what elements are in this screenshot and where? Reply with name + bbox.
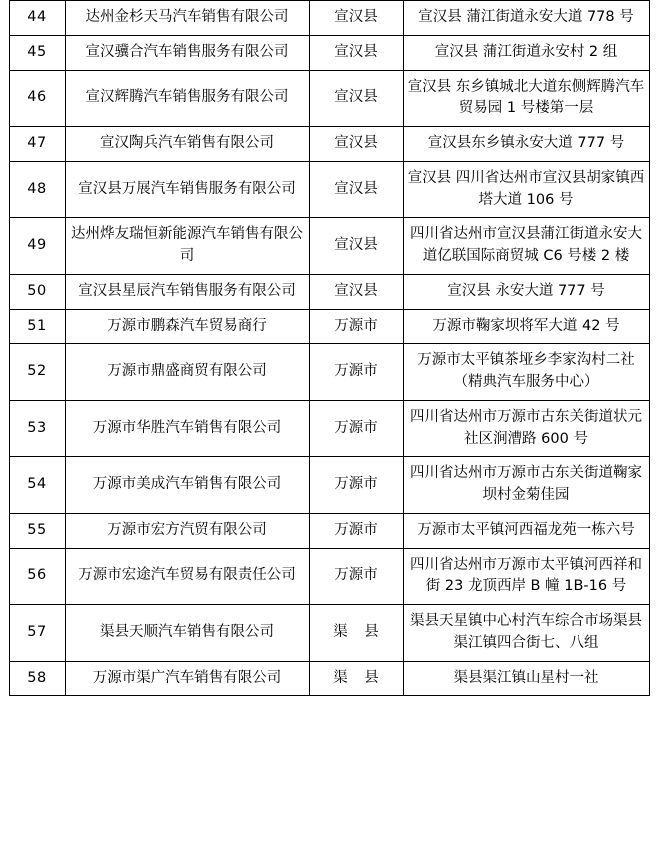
row-index: 45	[9, 35, 65, 70]
row-company-name: 宣汉陶兵汽车销售有限公司	[65, 127, 309, 162]
row-address: 万源市鞠家坝将军大道 42 号	[403, 309, 649, 344]
enterprise-listing-table	[9, 0, 650, 696]
row-address: 万源市太平镇茶垭乡李家沟村二社（精典汽车服务中心）	[403, 344, 649, 401]
row-company-name: 万源市华胜汽车销售有限公司	[65, 400, 309, 457]
row-district: 宣汉县	[309, 35, 403, 70]
row-district: 宣汉县	[309, 70, 403, 127]
row-company-name: 万源市宏方汽贸有限公司	[65, 513, 309, 548]
row-index: 52	[9, 344, 65, 401]
row-district: 渠 县	[309, 661, 403, 696]
row-address: 渠县天星镇中心村汽车综合市场渠县渠江镇四合街七、八组	[403, 605, 649, 662]
row-company-name: 万源市鼎盛商贸有限公司	[65, 344, 309, 401]
row-address: 宣汉县 永安大道 777 号	[403, 274, 649, 309]
row-index: 47	[9, 127, 65, 162]
table-row	[9, 400, 649, 457]
row-district: 万源市	[309, 344, 403, 401]
row-company-name: 达州金杉天马汽车销售有限公司	[65, 1, 309, 36]
table-row	[9, 548, 649, 605]
row-address: 四川省达州市万源市古东关街道鞠家坝村金菊佳园	[403, 457, 649, 514]
table-row	[9, 661, 649, 696]
row-district: 万源市	[309, 457, 403, 514]
row-company-name: 万源市渠广汽车销售有限公司	[65, 661, 309, 696]
row-index: 54	[9, 457, 65, 514]
table-row	[9, 35, 649, 70]
row-index: 51	[9, 309, 65, 344]
table-row	[9, 457, 649, 514]
row-company-name: 万源市美成汽车销售有限公司	[65, 457, 309, 514]
row-company-name: 宣汉县万展汽车销售服务有限公司	[65, 161, 309, 218]
row-district: 宣汉县	[309, 127, 403, 162]
row-district: 万源市	[309, 309, 403, 344]
table-row	[9, 605, 649, 662]
row-district: 万源市	[309, 548, 403, 605]
row-index: 56	[9, 548, 65, 605]
table-row	[9, 344, 649, 401]
row-index: 55	[9, 513, 65, 548]
row-company-name: 宣汉辉腾汽车销售服务有限公司	[65, 70, 309, 127]
table-body	[9, 1, 649, 696]
row-index: 57	[9, 605, 65, 662]
row-company-name: 渠县天顺汽车销售有限公司	[65, 605, 309, 662]
row-district: 渠 县	[309, 605, 403, 662]
row-index: 48	[9, 161, 65, 218]
row-index: 49	[9, 218, 65, 275]
table-row	[9, 218, 649, 275]
table-row	[9, 274, 649, 309]
row-address: 宣汉县 蒲江街道永安大道 778 号	[403, 1, 649, 36]
table-row	[9, 70, 649, 127]
row-company-name: 万源市鹏森汽车贸易商行	[65, 309, 309, 344]
row-district: 宣汉县	[309, 161, 403, 218]
row-index: 50	[9, 274, 65, 309]
row-company-name: 万源市宏途汽车贸易有限责任公司	[65, 548, 309, 605]
row-district: 万源市	[309, 400, 403, 457]
row-address: 四川省达州市宣汉县蒲江街道永安大道亿联国际商贸城 C6 号楼 2 楼	[403, 218, 649, 275]
row-address: 渠县渠江镇山星村一社	[403, 661, 649, 696]
row-index: 58	[9, 661, 65, 696]
row-district: 宣汉县	[309, 1, 403, 36]
row-address: 四川省达州市万源市太平镇河西祥和街 23 龙顶西岸 B 幢 1B-16 号	[403, 548, 649, 605]
table-row	[9, 1, 649, 36]
row-district: 宣汉县	[309, 274, 403, 309]
table-row	[9, 127, 649, 162]
table-row	[9, 309, 649, 344]
row-index: 44	[9, 1, 65, 36]
row-index: 46	[9, 70, 65, 127]
row-district: 宣汉县	[309, 218, 403, 275]
row-address: 宣汉县 蒲江街道永安村 2 组	[403, 35, 649, 70]
row-address: 宣汉县 东乡镇城北大道东侧辉腾汽车贸易园 1 号楼第一层	[403, 70, 649, 127]
row-company-name: 宣汉骥合汽车销售服务有限公司	[65, 35, 309, 70]
row-company-name: 达州烨友瑞恒新能源汽车销售有限公司	[65, 218, 309, 275]
row-address: 四川省达州市万源市古东关街道状元社区涧漕路 600 号	[403, 400, 649, 457]
row-index: 53	[9, 400, 65, 457]
row-address: 万源市太平镇河西福龙苑一栋六号	[403, 513, 649, 548]
row-address: 宣汉县东乡镇永安大道 777 号	[403, 127, 649, 162]
row-district: 万源市	[309, 513, 403, 548]
row-company-name: 宣汉县星辰汽车销售服务有限公司	[65, 274, 309, 309]
row-address: 宣汉县 四川省达州市宣汉县胡家镇西塔大道 106 号	[403, 161, 649, 218]
table-row	[9, 161, 649, 218]
table-row	[9, 513, 649, 548]
